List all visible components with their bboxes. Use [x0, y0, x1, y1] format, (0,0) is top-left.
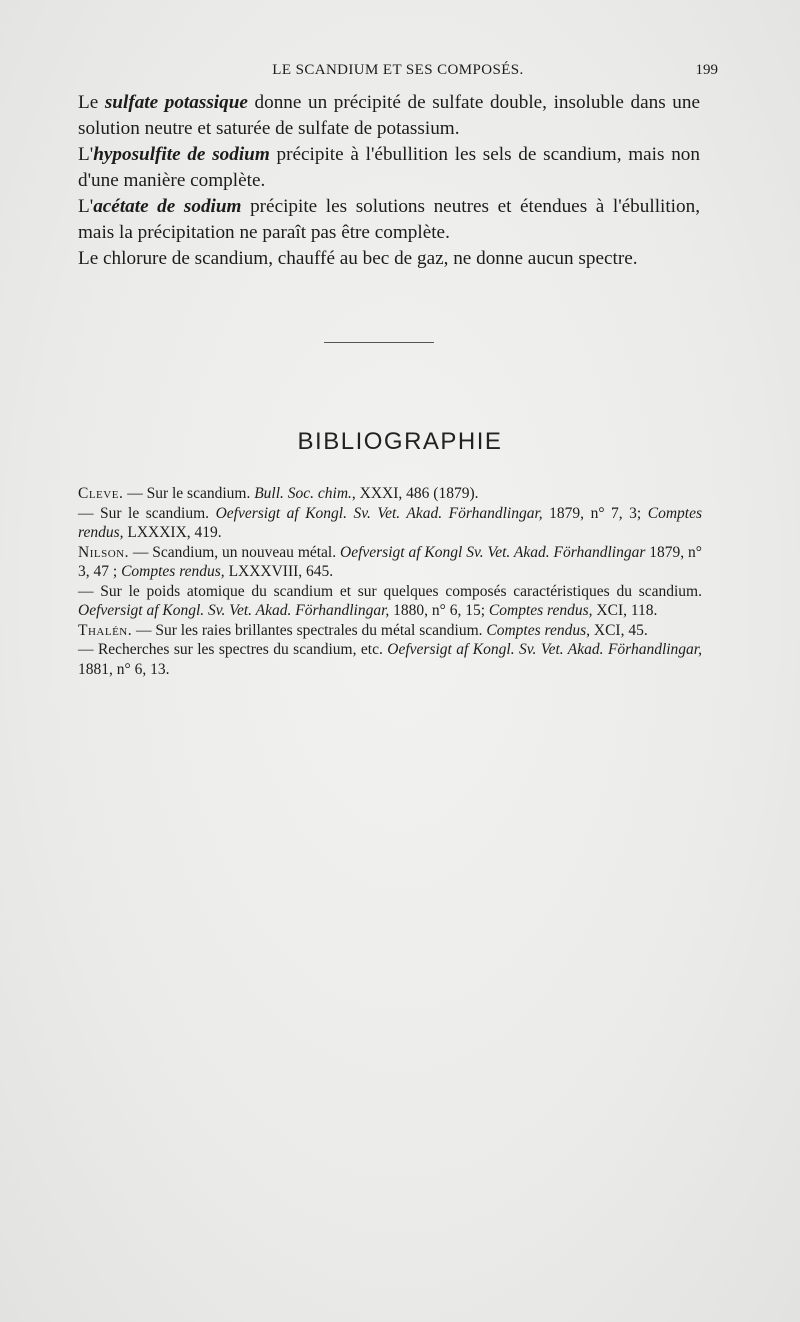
- paragraph: Le sulfate potassique donne un précipité de sulfate double, insoluble dans une solution neutre et saturée de sulfate de potassium.: [78, 92, 700, 139]
- paragraph: Le chlorure de scandium, chauffé au bec de gaz, ne donne aucun spectre.: [78, 248, 638, 269]
- bibliography-entry: — Sur le poids atomique du scandium et sur quelques composés caractéristiques du scandium. Oefversigt af Kongl. Sv. Vet. Akad. Förhandlingar, 1880, n° 6, 15; Comptes rendus, XCI, 118.: [78, 582, 702, 619]
- bibliography-entry: Nilson. — Scandium, un nouveau métal. Oefversigt af Kongl Sv. Vet. Akad. Förhandlingar 1879, n° 3, 47 ; Comptes rendus, LXXXVIII, 645.: [78, 543, 702, 580]
- section-divider: [324, 342, 434, 343]
- bibliography-heading: BIBLIOGRAPHIE: [297, 428, 503, 455]
- page-header: [78, 62, 718, 84]
- running-title: LE SCANDIUM ET SES COMPOSÉS.: [272, 62, 524, 78]
- bibliography-entry: — Recherches sur les spectres du scandium, etc. Oefversigt af Kongl. Sv. Vet. Akad. Förhandlingar, 1881, n° 6, 13.: [78, 641, 702, 678]
- page-number: 199: [695, 62, 718, 78]
- paragraph: L'acétate de sodium précipite les solutions neutres et étendues à l'ébullition, mais la précipitation ne paraît pas être complète.: [78, 196, 700, 243]
- bibliography-list: [78, 484, 702, 679]
- body-text: [78, 90, 700, 272]
- bibliography-entry: Thalén. — Sur les raies brillantes spectrales du métal scandium. Comptes rendus, XCI, 45.: [78, 621, 648, 639]
- bibliography-entry: — Sur le scandium. Oefversigt af Kongl. Sv. Vet. Akad. Förhandlingar, 1879, n° 7, 3; Comptes rendus, LXXXIX, 419.: [78, 504, 702, 541]
- bibliography-entry: Cleve. — Sur le scandium. Bull. Soc. chim., XXXI, 486 (1879).: [78, 485, 479, 502]
- paragraph: L'hyposulfite de sodium précipite à l'ébullition les sels de scandium, mais non d'une manière complète.: [78, 144, 700, 191]
